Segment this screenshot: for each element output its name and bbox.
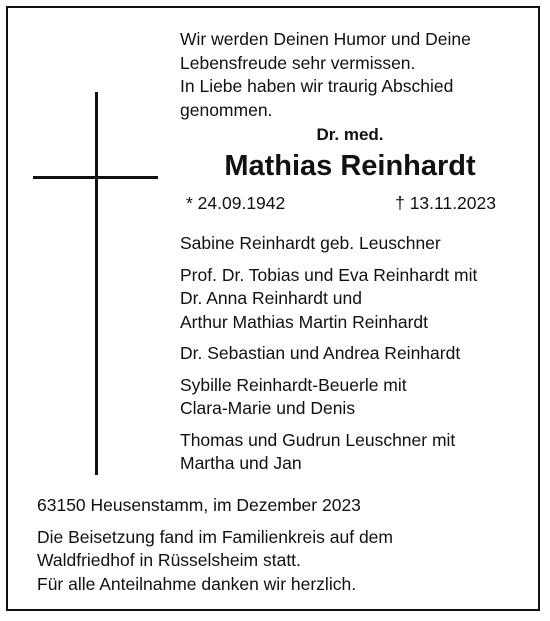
mourner-line: Dr. Anna Reinhardt und [180,288,362,308]
mourner-line: Sybille Reinhardt-Beuerle mit [180,374,407,395]
footer-text [37,494,527,596]
mourner-line: Sabine Reinhardt geb. Leuschner [180,233,441,253]
birth-date: * 24.09.1942 [186,193,286,213]
mourner-line: Thomas und Gudrun Leuschner mit [180,429,456,450]
mourner-line: Martha und Jan [180,453,302,473]
mourners-list [180,232,525,484]
footer-line: Die Beisetzung fand im Familienkreis auf dem [37,526,393,547]
mourner-group [180,429,525,476]
mourner-line: Arthur Mathias Martin Reinhardt [180,311,429,332]
mourner-line: Dr. Sebastian und Andrea Reinhardt [180,343,461,363]
cross-icon-horizontal-bar [33,176,158,179]
intro-line: Wir werden Deinen Humor und Deine [180,29,471,49]
mourner-group [180,264,525,335]
footer-line: Waldfriedhof in Rüsselsheim statt. [37,550,301,570]
deceased-name: Mathias Reinhardt [224,150,476,182]
mourner-group [180,232,525,256]
mourner-group [180,374,525,421]
intro-text [180,28,520,122]
mourner-line: Prof. Dr. Tobias und Eva Reinhardt mit [180,264,478,285]
footer-line: Für alle Anteilnahme danken wir herzlich. [37,573,357,594]
mourner-line: Clara-Marie und Denis [180,398,356,418]
intro-line: In Liebe haben wir traurig Abschied [180,76,454,96]
death-date: † 13.11.2023 [395,193,496,213]
intro-line: Lebensfreude sehr vermissen. [180,52,416,73]
mourner-group [180,342,525,366]
academic-title: Dr. med. [316,125,384,144]
intro-line: genommen. [180,99,273,120]
cross-icon-vertical-bar [95,92,98,475]
place-date: 63150 Heusenstamm, im Dezember 2023 [37,495,361,515]
